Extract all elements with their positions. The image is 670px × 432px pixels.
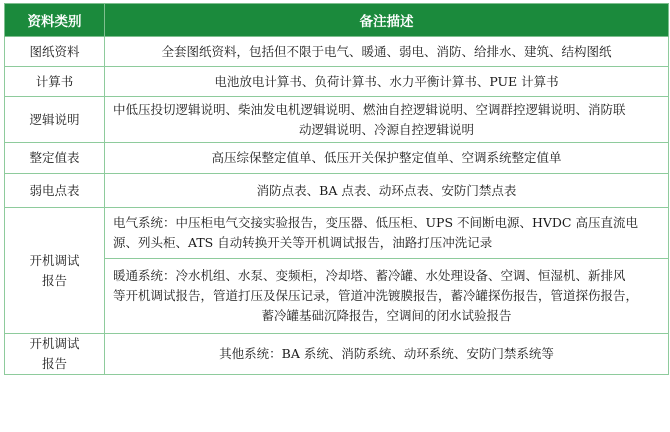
table-header-row [5, 4, 669, 37]
category-line: 开机调试 [29, 252, 80, 268]
category-cell: 逻辑说明 [5, 97, 105, 143]
remark-cell: 其他系统：BA 系统、消防系统、动环系统、安防门禁系统等 [105, 334, 669, 375]
document-table-container [4, 3, 668, 375]
header-category: 资料类别 [5, 4, 105, 37]
remark-cell: 消防点表、BA 点表、动环点表、安防门禁点表 [105, 174, 669, 208]
header-remarks: 备注描述 [105, 4, 669, 37]
materials-table [4, 3, 669, 375]
remark-line: 源、列头柜、ATS 自动转换开关等开机调试报告，油路打压冲洗记录 [113, 235, 493, 250]
table-row [5, 143, 669, 174]
category-line: 报告 [41, 356, 67, 371]
table-row [5, 67, 669, 97]
category-cell [5, 334, 105, 375]
remark-cell-electrical [105, 208, 669, 259]
table-row [5, 97, 669, 143]
table-row [5, 208, 669, 259]
remark-line: 暖通系统：冷水机组、水泵、变频柜，冷却塔、蓄冷罐、水处理设备、空调、恒湿机、新排风 [113, 268, 626, 283]
table-row [5, 259, 669, 334]
remark-line: 中低压投切逻辑说明、柴油发电机逻辑说明、燃油自控逻辑说明、空调群控逻辑说明、消防联 [113, 101, 626, 117]
table-row [5, 334, 669, 375]
remark-cell: 电池放电计算书、负荷计算书、水力平衡计算书、PUE 计算书 [105, 67, 669, 97]
category-cell: 弱电点表 [5, 174, 105, 208]
table-row [5, 174, 669, 208]
remark-cell: 全套图纸资料，包括但不限于电气、暖通、弱电、消防、给排水、建筑、结构图纸 [105, 37, 669, 67]
table-row [5, 37, 669, 67]
remark-line: 蓄冷罐基础沉降报告，空调间的闭水试验报告 [261, 308, 512, 323]
remark-cell [105, 97, 669, 143]
remark-cell-hvac [105, 259, 669, 334]
remark-cell: 高压综保整定值单、低压开关保护整定值单、空调系统整定值单 [105, 143, 669, 174]
category-line: 开机调试 [29, 336, 80, 351]
category-cell [5, 208, 105, 334]
category-line: 报告 [41, 272, 67, 288]
remark-line: 动逻辑说明、冷源自控逻辑说明 [298, 121, 474, 137]
remark-line: 等开机调试报告，管道打压及保压记录，管道冲洗镀膜报告，蓄冷罐探伤报告，管道探伤报告， [113, 288, 639, 303]
category-cell: 计算书 [5, 67, 105, 97]
category-cell: 图纸资料 [5, 37, 105, 67]
category-cell: 整定值表 [5, 143, 105, 174]
remark-line: 电气系统：中压柜电气交接实验报告，变压器、低压柜、UPS 不间断电源、HVDC 高压直流电 [113, 215, 638, 230]
